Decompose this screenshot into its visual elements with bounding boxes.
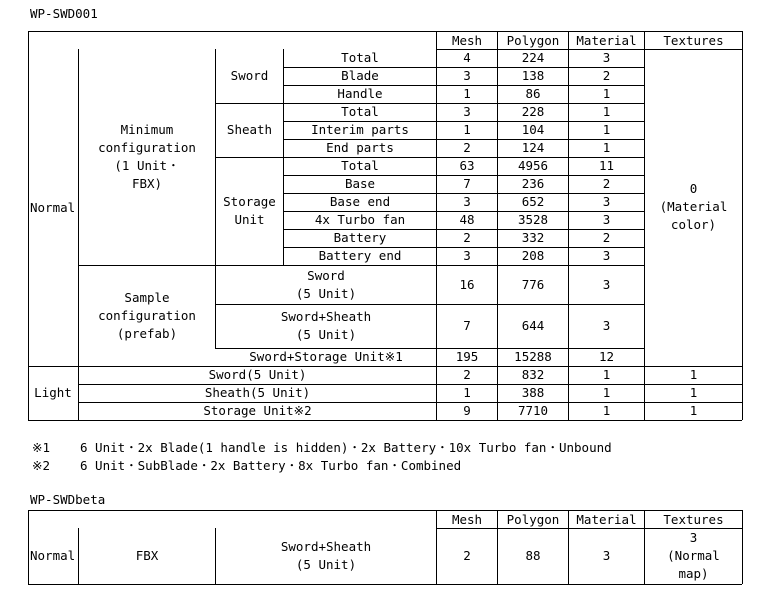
part-cell: Base end bbox=[329, 194, 391, 209]
header-textures: Textures bbox=[663, 512, 724, 527]
mesh-cell: 3 bbox=[463, 68, 471, 83]
light-label: Light bbox=[34, 385, 72, 400]
textures-cell: 1 bbox=[689, 385, 698, 400]
header-textures: Textures bbox=[663, 33, 724, 48]
header-mesh: Mesh bbox=[451, 512, 483, 527]
material-cell: 3 bbox=[602, 277, 611, 292]
mesh-cell: 9 bbox=[463, 403, 471, 418]
table1-title: WP-SWD001 bbox=[30, 6, 98, 21]
polygon-cell: 86 bbox=[525, 86, 541, 101]
material-cell: 1 bbox=[602, 86, 611, 101]
part-cell: Total bbox=[341, 50, 379, 65]
mesh-cell: 2 bbox=[463, 140, 471, 155]
polygon-cell: 644 bbox=[521, 318, 545, 333]
polygon-cell: 224 bbox=[521, 50, 545, 65]
part-cell: Interim parts bbox=[311, 122, 409, 137]
mesh-cell: 3 bbox=[463, 194, 471, 209]
part-cell: Battery bbox=[333, 230, 387, 245]
polygon-cell: 124 bbox=[521, 140, 545, 155]
sample-configuration-label: Sample configuration (prefab) bbox=[98, 290, 196, 341]
material-cell: 1 bbox=[602, 385, 611, 400]
header-mesh: Mesh bbox=[451, 33, 483, 48]
polygon-cell: 776 bbox=[521, 277, 545, 292]
material-cell: 3 bbox=[602, 194, 611, 209]
note-mark: ※2 bbox=[32, 458, 50, 473]
mesh-cell: 2 bbox=[463, 367, 471, 382]
mesh-cell: 2 bbox=[463, 230, 471, 245]
polygon-cell: 832 bbox=[521, 367, 545, 382]
material-cell: 1 bbox=[602, 367, 611, 382]
polygon-cell: 104 bbox=[521, 122, 545, 137]
beta-material: 3 bbox=[602, 548, 611, 563]
textures-cell: 1 bbox=[689, 367, 698, 382]
beta-part: Sword+Sheath (5 Unit) bbox=[280, 539, 372, 572]
mesh-cell: 4 bbox=[463, 50, 471, 65]
header-material: Material bbox=[576, 512, 637, 527]
mesh-cell: 1 bbox=[463, 86, 471, 101]
polygon-cell: 4956 bbox=[517, 158, 549, 173]
polygon-cell: 332 bbox=[521, 230, 545, 245]
part-cell: Sword+Sheath (5 Unit) bbox=[280, 309, 372, 342]
part-cell: Sword (5 Unit) bbox=[295, 268, 357, 301]
beta-format: FBX bbox=[135, 548, 159, 563]
mesh-cell: 7 bbox=[463, 318, 471, 333]
part-cell: Sword+Storage Unit※1 bbox=[249, 349, 403, 364]
beta-polygon: 88 bbox=[525, 548, 541, 563]
part-cell: Total bbox=[341, 104, 379, 119]
beta-mesh: 2 bbox=[463, 548, 471, 563]
minimum-configuration-label: Minimum configuration (1 Unit・ FBX) bbox=[98, 122, 196, 191]
material-cell: 11 bbox=[598, 158, 615, 173]
polygon-cell: 15288 bbox=[514, 349, 552, 364]
group-sheath: Sheath bbox=[226, 122, 273, 137]
normal-textures: 0 (Material color) bbox=[659, 181, 728, 232]
part-cell: 4x Turbo fan bbox=[314, 212, 406, 227]
mesh-cell: 1 bbox=[463, 122, 471, 137]
polygon-cell: 7710 bbox=[517, 403, 549, 418]
mesh-cell: 48 bbox=[459, 212, 475, 227]
mesh-cell: 195 bbox=[455, 349, 479, 364]
polygon-cell: 208 bbox=[521, 248, 545, 263]
polygon-cell: 388 bbox=[521, 385, 545, 400]
mesh-cell: 7 bbox=[463, 176, 471, 191]
header-polygon: Polygon bbox=[506, 512, 560, 527]
part-cell: Total bbox=[341, 158, 379, 173]
polygon-cell: 3528 bbox=[517, 212, 549, 227]
material-cell: 3 bbox=[602, 318, 611, 333]
part-cell: Battery end bbox=[318, 248, 402, 263]
material-cell: 2 bbox=[602, 176, 611, 191]
part-cell: Blade bbox=[341, 68, 379, 83]
group-storage-unit: Storage Unit bbox=[223, 194, 276, 227]
part-cell: Base bbox=[344, 176, 376, 191]
part-cell: Handle bbox=[337, 86, 383, 101]
note-mark: ※1 bbox=[32, 440, 50, 455]
table2-title: WP-SWDbeta bbox=[30, 492, 106, 507]
normal-label: Normal bbox=[30, 200, 76, 215]
mesh-cell: 63 bbox=[459, 158, 475, 173]
part-cell: Sword(5 Unit) bbox=[208, 367, 307, 382]
beta-textures: 3 (Normal map) bbox=[667, 530, 720, 581]
mesh-cell: 16 bbox=[459, 277, 475, 292]
material-cell: 3 bbox=[602, 50, 611, 65]
material-cell: 1 bbox=[602, 403, 611, 418]
material-cell: 3 bbox=[602, 212, 611, 227]
mesh-cell: 1 bbox=[463, 385, 471, 400]
material-cell: 3 bbox=[602, 248, 611, 263]
polygon-cell: 228 bbox=[521, 104, 545, 119]
mesh-cell: 3 bbox=[463, 104, 471, 119]
beta-normal-label: Normal bbox=[30, 548, 76, 563]
material-cell: 2 bbox=[602, 230, 611, 245]
polygon-cell: 236 bbox=[521, 176, 545, 191]
part-cell: Storage Unit※2 bbox=[203, 403, 312, 418]
textures-cell: 1 bbox=[689, 403, 698, 418]
note-text: 6 Unit・SubBlade・2x Battery・8x Turbo fan・Combined bbox=[80, 458, 462, 473]
material-cell: 1 bbox=[602, 122, 611, 137]
material-cell: 12 bbox=[598, 349, 615, 364]
part-cell: Sheath(5 Unit) bbox=[204, 385, 311, 400]
header-material: Material bbox=[576, 33, 637, 48]
mesh-cell: 3 bbox=[463, 248, 471, 263]
header-polygon: Polygon bbox=[506, 33, 560, 48]
polygon-cell: 652 bbox=[521, 194, 545, 209]
material-cell: 1 bbox=[602, 104, 611, 119]
material-cell: 1 bbox=[602, 140, 611, 155]
part-cell: End parts bbox=[326, 140, 394, 155]
note-text: 6 Unit・2x Blade(1 handle is hidden)・2x Battery・10x Turbo fan・Unbound bbox=[80, 440, 612, 455]
polygon-cell: 138 bbox=[521, 68, 545, 83]
group-sword: Sword bbox=[230, 68, 269, 83]
material-cell: 2 bbox=[602, 68, 611, 83]
